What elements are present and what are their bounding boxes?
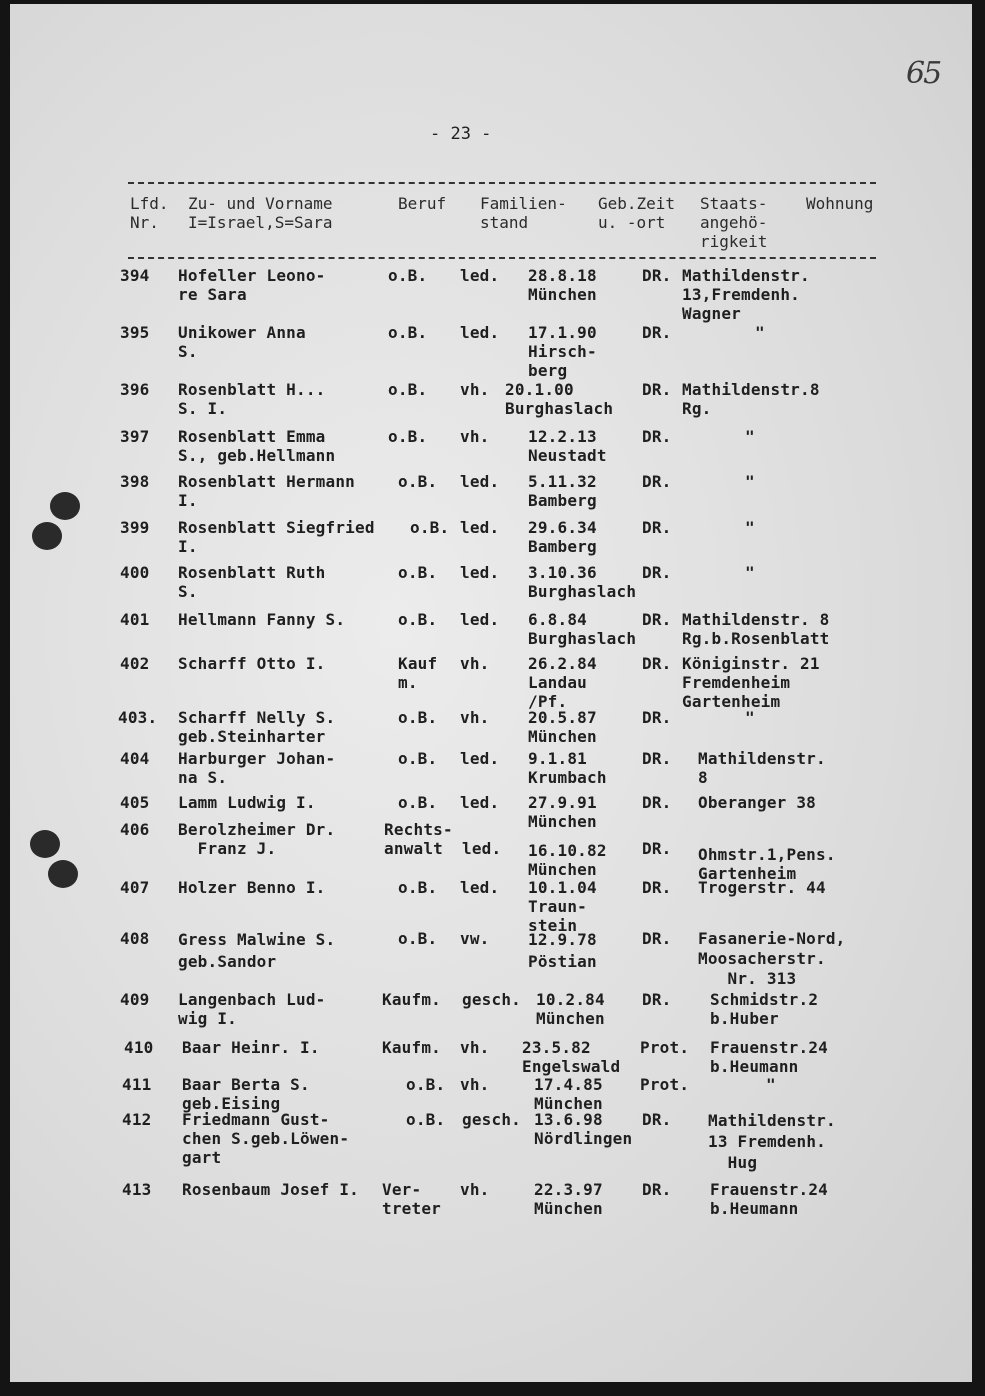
table-row — [0, 1075, 985, 1113]
cell-geburt: 28.8.18 München — [528, 266, 597, 304]
cell-familienstand: led. — [460, 563, 500, 582]
cell-nr: 413 — [122, 1180, 152, 1199]
cell-staat: DR. — [642, 266, 672, 285]
cell-geburt: 20.1.00 Burghaslach — [505, 380, 614, 418]
cell-familienstand: gesch. — [462, 990, 521, 1009]
cell-nr: 411 — [122, 1075, 152, 1094]
cell-beruf: Rechts- anwalt — [384, 820, 453, 858]
cell-wohnung: Mathildenstr. 13 Fremdenh. Hug — [708, 1111, 836, 1172]
cell-name: Gress Malwine S. geb.Sandor — [178, 930, 336, 971]
cell-wohnung: Ohmstr.1,Pens. Gartenheim — [698, 845, 836, 883]
table-row — [0, 610, 985, 648]
cell-familienstand: led. — [460, 610, 500, 629]
table-row — [0, 878, 985, 935]
cell-geburt: 16.10.82 München — [528, 841, 607, 879]
cell-wohnung: Mathildenstr. 8 Rg.b.Rosenblatt — [682, 610, 830, 648]
cell-name: Rosenblatt Ruth S. — [178, 563, 326, 601]
cell-nr: 401 — [120, 610, 150, 629]
table-row — [0, 323, 985, 380]
cell-staat: DR. — [642, 1110, 672, 1129]
punch-hole — [30, 830, 60, 858]
cell-staat: DR. — [642, 380, 672, 399]
cell-geburt: 26.2.84 Landau /Pf. — [528, 654, 597, 711]
cell-wohnung: " — [755, 323, 765, 342]
cell-staat: DR. — [642, 878, 672, 897]
cell-nr: 400 — [120, 563, 150, 582]
cell-name: Hellmann Fanny S. — [178, 610, 346, 629]
cell-beruf: Kauf m. — [398, 654, 438, 692]
cell-wohnung: Fasanerie-Nord, Moosacherstr. Nr. 313 — [698, 929, 846, 988]
cell-nr: 403. — [118, 708, 158, 727]
cell-nr: 395 — [120, 323, 150, 342]
cell-nr: 399 — [120, 518, 150, 537]
cell-staat: DR. — [642, 654, 672, 673]
cell-wohnung: Frauenstr.24 b.Heumann — [710, 1180, 828, 1218]
table-row — [0, 472, 985, 510]
cell-staat: DR. — [642, 1180, 672, 1199]
cell-familienstand: vh. — [460, 1180, 490, 1199]
table-row — [0, 380, 985, 418]
cell-nr: 407 — [120, 878, 150, 897]
cell-beruf: Kaufm. — [382, 990, 441, 1009]
cell-wohnung: Mathildenstr.8 Rg. — [682, 380, 820, 418]
table-row — [0, 563, 985, 601]
table-row — [0, 929, 985, 988]
table-row — [0, 708, 985, 746]
cell-geburt: 13.6.98 Nördlingen — [534, 1110, 633, 1148]
cell-name: Scharff Otto I. — [178, 654, 326, 673]
cell-staat: DR. — [642, 929, 672, 948]
cell-name: Rosenblatt Emma S., geb.Hellmann — [178, 427, 336, 465]
cell-name: Holzer Benno I. — [178, 878, 326, 897]
header-geb: Geb.Zeit u. -ort — [598, 194, 676, 232]
cell-name: Scharff Nelly S. geb.Steinharter — [178, 708, 336, 746]
cell-beruf: o.B. — [388, 323, 428, 342]
cell-nr: 397 — [120, 427, 150, 446]
cell-familienstand: led. — [460, 323, 500, 342]
cell-name: Harburger Johan- na S. — [178, 749, 336, 787]
cell-name: Rosenblatt Siegfried I. — [178, 518, 375, 556]
cell-name: Rosenblatt Hermann I. — [178, 472, 355, 510]
cell-beruf: o.B. — [406, 1110, 446, 1129]
cell-geburt: 17.4.85 München — [534, 1075, 603, 1113]
cell-staat: DR. — [642, 563, 672, 582]
cell-familienstand: led. — [460, 793, 500, 812]
cell-nr: 405 — [120, 793, 150, 812]
cell-staat: DR. — [642, 427, 672, 446]
cell-name: Friedmann Gust- chen S.geb.Löwen- gart — [182, 1110, 350, 1167]
cell-beruf: Ver- treter — [382, 1180, 441, 1218]
cell-familienstand: led. — [460, 472, 500, 491]
cell-staat: DR. — [642, 839, 672, 858]
cell-geburt: 12.9.78 Pöstian — [528, 930, 597, 971]
cell-name: Hofeller Leono- re Sara — [178, 266, 326, 304]
cell-staat: DR. — [642, 472, 672, 491]
cell-beruf: o.B. — [398, 878, 438, 897]
cell-familienstand: led. — [460, 878, 500, 897]
cell-geburt: 17.1.90 Hirsch- berg — [528, 323, 597, 380]
cell-beruf: o.B. — [398, 793, 438, 812]
cell-beruf: o.B. — [398, 749, 438, 768]
cell-staat: DR. — [642, 990, 672, 1009]
cell-geburt: 5.11.32 Bamberg — [528, 472, 597, 510]
cell-wohnung: " — [745, 427, 755, 446]
table-row — [0, 820, 985, 883]
cell-wohnung: " — [745, 472, 755, 491]
cell-name: Berolzheimer Dr. Franz J. — [178, 820, 336, 858]
cell-name: Langenbach Lud- wig I. — [178, 990, 326, 1028]
cell-staat: DR. — [642, 323, 672, 342]
cell-geburt: 10.1.04 Traun- stein — [528, 878, 597, 935]
cell-nr: 402 — [120, 654, 150, 673]
table-row — [0, 518, 985, 556]
punch-hole — [50, 492, 80, 520]
cell-familienstand: led. — [462, 839, 502, 858]
header-name: Zu- und Vorname I=Israel,S=Sara — [188, 194, 333, 232]
header-staatsangehoerigkeit: Staats- angehö- rigkeit — [700, 194, 768, 251]
cell-familienstand: led. — [460, 518, 500, 537]
cell-wohnung: Oberanger 38 — [698, 793, 816, 812]
cell-geburt: 22.3.97 München — [534, 1180, 603, 1218]
table-row — [0, 990, 985, 1028]
header-wohnung: Wohnung — [806, 194, 874, 213]
cell-familienstand: gesch. — [462, 1110, 521, 1129]
table-row — [0, 427, 985, 465]
table-row — [0, 749, 985, 787]
cell-wohnung: Mathildenstr. 13,Fremdenh. Wagner — [682, 266, 810, 323]
cell-familienstand: vh. — [460, 654, 490, 673]
cell-geburt: 9.1.81 Krumbach — [528, 749, 607, 787]
cell-geburt: 29.6.34 Bamberg — [528, 518, 597, 556]
cell-staat: DR. — [642, 793, 672, 812]
cell-name: Baar Berta S. geb.Eising — [182, 1075, 310, 1113]
page-number: - 23 - — [430, 124, 492, 144]
cell-beruf: o.B. — [410, 518, 450, 537]
cell-beruf: o.B. — [388, 266, 428, 285]
cell-familienstand: led. — [460, 266, 500, 285]
cell-geburt: 20.5.87 München — [528, 708, 597, 746]
cell-beruf: o.B. — [398, 610, 438, 629]
cell-staat: DR. — [642, 610, 672, 629]
cell-name: Rosenblatt H... S. I. — [178, 380, 326, 418]
cell-nr: 412 — [122, 1110, 152, 1129]
cell-nr: 396 — [120, 380, 150, 399]
header-nr: Lfd. Nr. — [130, 194, 169, 232]
table-row — [0, 1180, 985, 1218]
cell-staat: DR. — [642, 749, 672, 768]
cell-nr: 409 — [120, 990, 150, 1009]
cell-geburt: 10.2.84 München — [536, 990, 605, 1028]
cell-geburt: 12.2.13 Neustadt — [528, 427, 607, 465]
cell-staat: Prot. — [640, 1075, 690, 1094]
cell-name: Rosenbaum Josef I. — [182, 1180, 359, 1199]
cell-beruf: o.B. — [388, 427, 428, 446]
cell-beruf: o.B. — [398, 929, 438, 948]
cell-name: Baar Heinr. I. — [182, 1038, 320, 1057]
cell-staat: Prot. — [640, 1038, 690, 1057]
cell-beruf: o.B. — [398, 708, 438, 727]
cell-wohnung: Trogerstr. 44 — [698, 878, 826, 897]
cell-familienstand: vh. — [460, 380, 490, 399]
cell-nr: 398 — [120, 472, 150, 491]
cell-nr: 406 — [120, 820, 150, 839]
cell-familienstand: vh. — [460, 708, 490, 727]
cell-beruf: o.B. — [406, 1075, 446, 1094]
cell-name: Lamm Ludwig I. — [178, 793, 316, 812]
cell-staat: DR. — [642, 708, 672, 727]
table-row — [0, 1110, 985, 1172]
cell-wohnung: " — [766, 1075, 776, 1094]
header-beruf: Beruf — [398, 194, 447, 213]
header-bottom-rule — [128, 257, 876, 259]
cell-nr: 404 — [120, 749, 150, 768]
cell-familienstand: led. — [460, 749, 500, 768]
cell-wohnung: Königinstr. 21 Fremdenheim Gartenheim — [682, 654, 820, 711]
cell-geburt: 6.8.84 Burghaslach — [528, 610, 637, 648]
cell-familienstand: vh. — [460, 427, 490, 446]
cell-beruf: o.B. — [388, 380, 428, 399]
cell-familienstand: vh. — [460, 1075, 490, 1094]
cell-wohnung: Mathildenstr. 8 — [698, 749, 826, 787]
cell-beruf: o.B. — [398, 472, 438, 491]
cell-nr: 410 — [124, 1038, 154, 1057]
cell-geburt: 3.10.36 Burghaslach — [528, 563, 637, 601]
archive-page-number: 65 — [906, 56, 941, 91]
cell-wohnung: " — [745, 518, 755, 537]
cell-wohnung: Schmidstr.2 b.Huber — [710, 990, 819, 1028]
cell-staat: DR. — [642, 518, 672, 537]
cell-beruf: Kaufm. — [382, 1038, 441, 1057]
cell-familienstand: vh. — [460, 1038, 490, 1057]
header-familienstand: Familien- stand — [480, 194, 567, 232]
cell-wohnung: Frauenstr.24 b.Heumann — [710, 1038, 828, 1076]
table-row — [0, 1038, 985, 1076]
cell-familienstand: vw. — [460, 929, 490, 948]
table-row — [0, 266, 985, 323]
cell-wohnung: " — [745, 563, 755, 582]
header-top-rule — [128, 182, 876, 184]
table-row — [0, 654, 985, 711]
cell-geburt: 27.9.91 München — [528, 793, 597, 831]
cell-name: Unikower Anna S. — [178, 323, 306, 361]
cell-nr: 394 — [120, 266, 150, 285]
cell-nr: 408 — [120, 929, 150, 948]
cell-wohnung: " — [745, 708, 755, 727]
cell-geburt: 23.5.82 Engelswald — [522, 1038, 621, 1076]
cell-beruf: o.B. — [398, 563, 438, 582]
